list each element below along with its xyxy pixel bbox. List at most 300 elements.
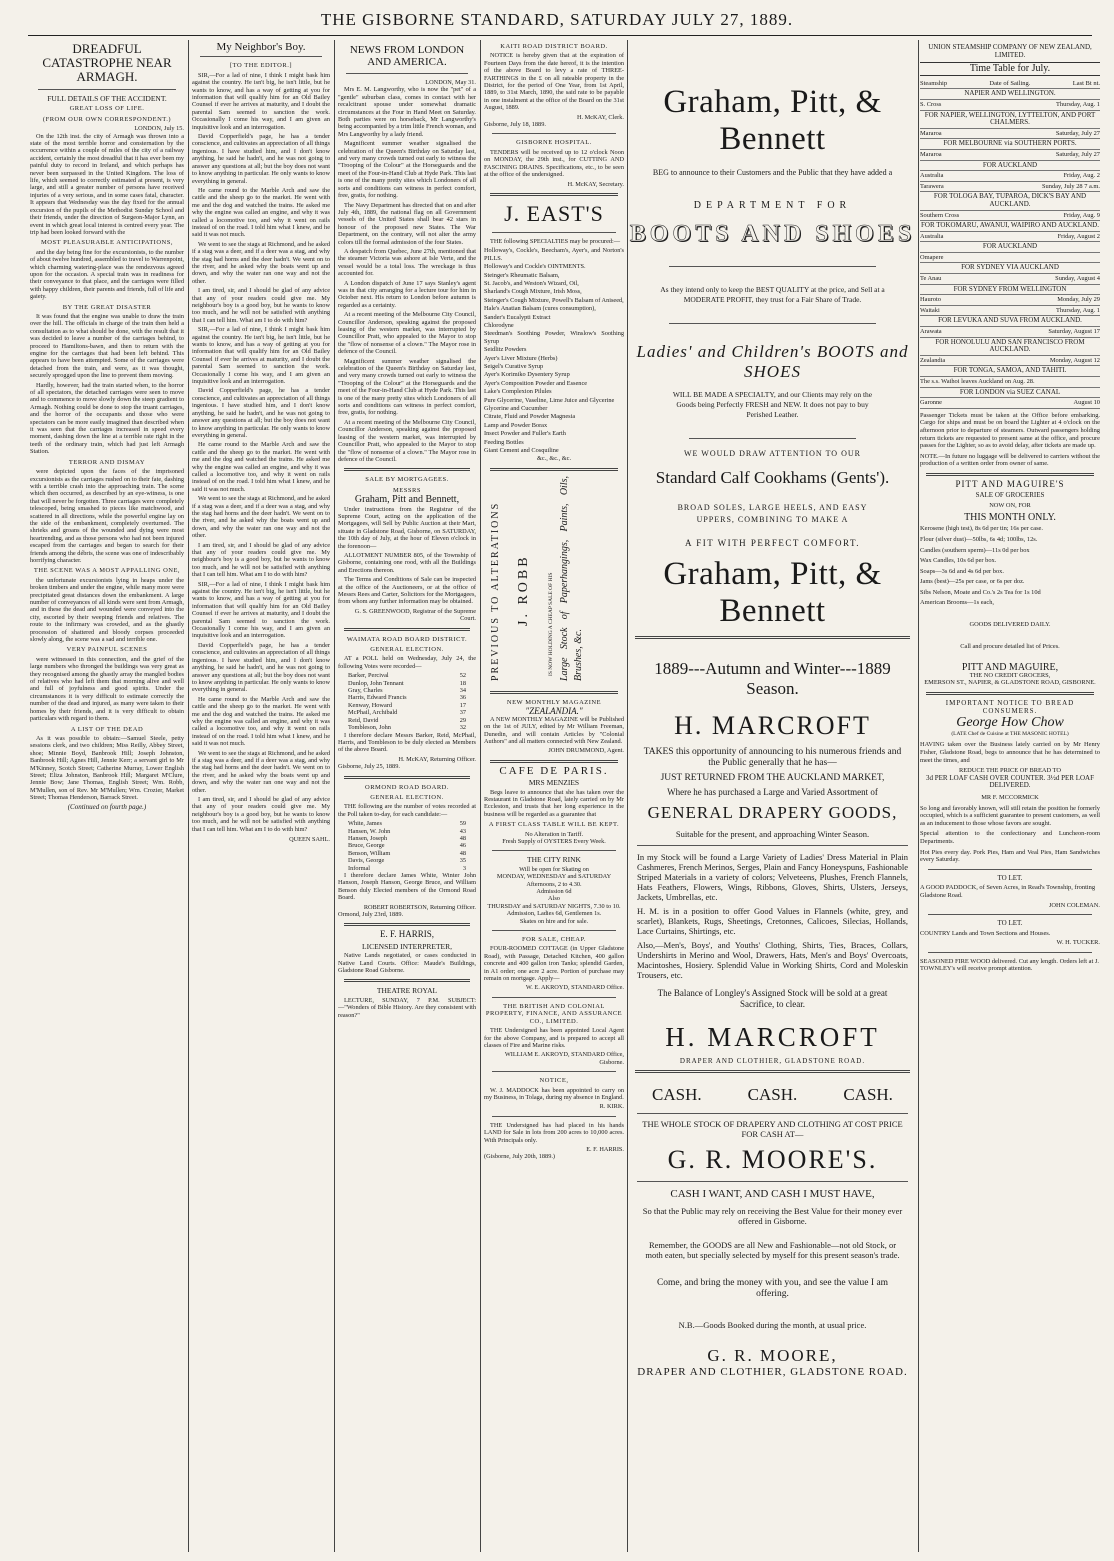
table-row <box>920 356 1100 367</box>
table-row <box>920 182 1100 193</box>
interheading: MOST PLEASURABLE ANTICIPATIONS, <box>41 239 173 247</box>
paragraph: FOUR-ROOMED COTTAGE (in Upper Gladstone Road), with Passage, Detached Kitchen, 400 gallon concrete and 400 gallon iron Tanks; splendid Garden, in A1 order; one acre 2 acre. Portion of purchase may remain on mortgage. Apply— <box>484 945 624 983</box>
moore-name: G. R. MOORE'S. <box>667 1145 878 1174</box>
signature: H. McKAY, Clerk. <box>576 113 624 121</box>
ad-sub: NOW ON, FOR <box>989 502 1031 510</box>
season-title-2: Season. <box>746 679 799 698</box>
paragraph: I therefore declare Messrs Barker, Reid, McPhail, Harris, and Tombleson to be duly elected as Members of the above Board. <box>338 731 476 754</box>
ad-heading: E. F. HARRIS, <box>379 929 435 940</box>
ad-text: DRAPER AND CLOTHIER, GLADSTONE ROAD. <box>679 1057 866 1065</box>
ad-text: Call and procure detailed list of Prices. <box>960 642 1060 650</box>
table-row <box>920 253 1100 264</box>
column-rule <box>627 40 628 1552</box>
divider <box>492 133 616 134</box>
candidate-name: Kenway, Howard <box>348 701 393 709</box>
route-heading: FOR TONGA, SAMOA, AND TAHITI. <box>920 366 1100 377</box>
divider <box>637 845 908 846</box>
paragraph: SEASONED FIRE WOOD delivered. Cut any length. Orders left at J. TOWNLEY's will receive prompt attention. <box>920 957 1099 973</box>
steamship-name: Hauroto <box>920 296 941 304</box>
price-list <box>920 525 1100 607</box>
steamship-name: Garonne <box>920 399 943 407</box>
candidate-name: Barker, Percival <box>348 672 389 680</box>
paragraph: TENDERS will be received up to 12 o'clock Noon on MONDAY, the 29th inst., for CUTTING AND FASCINING DRAINS. Specifications, etc., to be seen at the office of the undersigned. <box>484 148 624 179</box>
ad-heading: THE CITY RINK <box>527 855 581 865</box>
notice-heading: FOR SALE, CHEAP. <box>522 936 586 944</box>
paragraph: NOTICE is hereby given that at the expiration of Fourteen Days from the date hereof, it is the intention of the above Board to levy a rate of THREE-FARTHINGS in the £ on all rateable property in the District, for the period of One Year, from 1st April, 1889, to 31st March, 1890, the said rate to be payable in one instalment at the office of the Board on the 31st August, 1889. <box>484 52 624 112</box>
column-rule <box>188 40 189 1552</box>
vote-count: 59 <box>459 820 466 828</box>
divider <box>344 776 470 779</box>
cafe-table: A FIRST CLASS TABLE WILL BE KEPT. <box>488 821 620 829</box>
cash-row <box>629 1085 916 1105</box>
list-item: Sharland's Cough Mixture, Irish Moss, <box>484 288 582 296</box>
ad-heading: THIS MONTH ONLY. <box>964 511 1056 523</box>
list-item: Chlorodyne <box>484 321 514 329</box>
ad-heading: THEATRE ROYAL <box>376 986 438 996</box>
paragraph: were depicted upon the faces of the imprisoned excursionists as the carriages rushed on to their fate, dashing with a terrible crash into the approaching train. The scene which then occurred, as described by an eye-witness, is one that will never be forgotten. Three carriages were completely telescoped, being smashed to pieces like matchwood, and scattered in all directions, while the powerful engine lay on the side of the embankment, completely overturned. The shrieks and groans of the wounded and dying were most heartrending, and as those persons who had not been injured escaped from the carriages and began to search for their friends among the débris, the scene was one of indescribably horrifying character. <box>30 468 184 564</box>
ad-text: THE NO CREDIT GROCERS, <box>969 671 1051 679</box>
vote-count: 34 <box>459 687 466 695</box>
steamship-name: The s.s. Waihoi leaves Auckland on Aug. 28. <box>920 378 1035 385</box>
rink-admission: Admission 6d <box>536 888 572 895</box>
ad-sub: SALE OF GROCERIES <box>975 490 1045 499</box>
article-title: NEWS FROM LONDON AND AMERICA. <box>349 44 465 68</box>
paragraph: As it was possible to obtain:—Samuel Steele, petty sessions clerk, and two children; Miss Reilly, Abbey Street, shoe; Minnie Boyd, Banbrook Hill; Joseph Johnston, Banbrook Hill; Agnes Hill, Jennie Kerr; a servant girl to Mr M'Kinney, Scotch Street; Catherine Murray, Lower English Street; Eliza Johnston, Banbrook Hill; Margaret M'Clure, Jennie Bow; Jane Thomas, English Street; Wm. Robb, M'Mullen, son of Rev. Mr M'Mullen; Wm. Crozier, Market Street; Thomas Henderson, Barrack Street. <box>30 734 184 802</box>
paragraph: SIR,—For a lad of nine, I think I might bask him against the country. He isn't big, he isn't little, but he wants to know, and has a way of getting at you for information that will qualify him for an Old Bailey Counsel if ever he arrives at maturity, and I doubt the parental Sam seemed to sanction the work. Occasionally I come his way, and I am given an inquisitive look and an interrogation. <box>192 71 330 131</box>
season-title: 1889---Autumn and Winter---1889 <box>654 659 891 678</box>
route-heading: FOR AUCKLAND <box>920 161 1100 172</box>
paragraph: The Terms and Conditions of Sale can be inspected at the office of the Auctioneers, or at the office of Messrs Rees and Carter, Solicitors for the Mortgagees, from whom any further information may be obtained. <box>338 576 476 606</box>
ad-text: GOODS DELIVERED DAILY. <box>969 621 1051 629</box>
article-title: DREADFUL CATASTROPHE NEAR ARMAGH. <box>42 41 172 84</box>
signature: JOHN COLEMAN. <box>1048 901 1100 909</box>
paragraph: were witnessed in this connection, and the grief of the large numbers who thronged the buildings was very great as they recognised among the ghastly array the mangled bodies of relatives who had left them that morning alive and well and full of joyfulness and good spirits. Under the circumstances it is very difficult to estimate correctly the number of the dead and injured, as many were taken to their homes by their friends, and it is very difficult to obtain particulars with regard to them. <box>30 655 184 723</box>
specialty-list <box>484 247 624 454</box>
vote-row <box>348 680 466 687</box>
column-rule <box>480 40 481 1552</box>
paragraph: THE following SPECIALTIES may be procured:— <box>490 237 621 245</box>
column-rule <box>918 40 919 1552</box>
vote-count: 35 <box>459 857 466 865</box>
divider <box>492 1071 616 1072</box>
paragraph: David Copperfield's page, he has a tender conscience, and cultivates an appreciation of all things ingenious. I have studied him, and I don't know anything, he said he hadn't, and he was not going to answer any questions at all; but the boy does not want to know anything in particular. He only wants to know everything in general. <box>192 641 330 694</box>
steamship-name: Omapere <box>920 253 944 261</box>
signature: E. F. HARRIS. <box>586 1145 624 1153</box>
vote-count: 46 <box>459 842 466 850</box>
divider <box>669 323 876 324</box>
table-row <box>920 398 1100 409</box>
price-item: Soaps—3s 6d and 4s 6d per box. <box>920 567 1004 575</box>
route-heading: FOR HONOLULU AND SAN FRANCISCO FROM AUCKLAND. <box>920 338 1100 356</box>
ad-text: 3d PER LOAF CASH OVER COUNTER. 3½d PER LOAF DELIVERED. <box>925 773 1095 790</box>
divider <box>492 1116 616 1117</box>
route-heading: FOR LEVUKA AND SUVA FROM AUCKLAND. <box>920 316 1100 327</box>
candidate-name: McPhail, Archibald <box>348 709 398 717</box>
divider <box>492 850 616 851</box>
route-heading: FOR TOLOGA BAY, TUPAROA, DICK'S BAY AND AUCKLAND. <box>920 192 1100 210</box>
signature: W. H. TUCKER. <box>1056 939 1100 947</box>
interheading: TERROR AND DISMAY <box>68 458 146 466</box>
paragraph: So long and favorably known, will still retain the position he formerly occupied, which is a sufficient guarantee to present customers, as well as an inducement to those whose favors are sought. <box>920 804 1100 827</box>
table-row <box>920 327 1100 338</box>
notice-heading: GISBORNE HOSPITAL. <box>516 139 592 147</box>
vote-list <box>338 820 476 872</box>
vote-row <box>348 709 466 716</box>
list-item: Steedman's Soothing Powder, Winslow's Soothing Syrup <box>484 330 624 345</box>
paragraph: NOTE.—In future no luggage will be delivered to carriers without the production of a written order from owner of same. <box>920 452 1100 468</box>
department-label: DEPARTMENT FOR <box>693 200 852 211</box>
signature: H. McKAY, Secretary. <box>567 180 624 188</box>
ad-text: So that the Public may rely on receiving the Best Value for their money ever offered in Gisborne. <box>642 1206 903 1226</box>
column-notices <box>484 40 624 1550</box>
divider <box>344 923 470 926</box>
vote-row <box>348 717 466 724</box>
vote-count: 43 <box>459 827 466 835</box>
notice-heading: TO LET. <box>997 919 1023 928</box>
signature: WILLIAM E. AKROYD, STANDARD Office, Gisborne. <box>504 1051 624 1066</box>
vote-count: 3 <box>462 864 466 872</box>
paragraph: Hot Pies every day. Pork Pies, Ham and Veal Pies, Ham Sandwiches every Saturday. <box>920 848 1100 864</box>
price-item: Wax Candles, 10s 6d per box. <box>920 557 997 565</box>
paragraph: The Navy Department has directed that on and after July 4th, 1889, the national flag on all Government vessels of the United States shall bear 42 stars in honour of the proposed new States. The War Department, on the contrary, will not alter the army colors till the formal admission of the four States. <box>338 201 476 246</box>
paragraph: At a recent meeting of the Melbourne City Council, Councillor Anderson, speaking against the proposed leasing of the western market, was interrupted by Councillor Pratt, who appealed to the Mayor to stop the "flow of nonsense of a clown." The Mayor rose in defence of the Council. <box>338 311 476 356</box>
vote-count: 37 <box>459 709 466 717</box>
divider <box>637 1113 908 1114</box>
sailing-date: Thursday, Aug. 1 <box>1056 306 1100 314</box>
notice-sub: GENERAL ELECTION. <box>370 646 444 654</box>
paragraph: He came round to the Marble Arch and saw the cattle and the sheep go to the market. He went with me and the dog and watched the trains. He asked me why the engine was called an engine, and why it was called a locomotive too, and why it went on rails instead of on the road. I told him what I knew, and he said it was not much. <box>192 441 330 493</box>
marcroft-name: H. MARCROFT <box>665 1022 880 1052</box>
list-item: Insect Powder and Fuller's Earth <box>484 430 566 438</box>
robb-line-4: Large Stock of Paperhangings, Paints, Oils, Brushes, &c. <box>559 475 584 681</box>
paragraph: LECTURE, SUNDAY, 7 P.M. SUBJECT:—"Wonders of Bible History. Are they consistent with reason?" <box>338 996 476 1019</box>
signature: W. E. AKROYD, STANDARD Office. <box>525 984 624 992</box>
ad-sub: MRS MENZIES <box>528 778 580 788</box>
ad-text: Where he has purchased a Large and Varied Assortment of <box>667 787 878 797</box>
divider <box>490 691 618 694</box>
signature: JOHN DRUMMOND, Agent. <box>548 747 624 755</box>
column-rule <box>334 40 335 1552</box>
candidate-name: Gray, Charles <box>348 687 383 695</box>
divider <box>926 473 1094 476</box>
magazine-title: "ZEALANDIA." <box>525 706 583 717</box>
vote-row <box>348 850 466 857</box>
table-row <box>920 377 1100 388</box>
rink-text: Will be open for Skating on <box>519 865 589 873</box>
table-row <box>920 274 1100 285</box>
steamship-name: Tarawera <box>920 182 944 190</box>
candidate-name: Benson, William <box>348 849 391 857</box>
list-item: Glycerine and Cucumber <box>484 405 548 413</box>
notice-heading: WAIMATA ROAD BOARD DISTRICT. <box>346 635 468 643</box>
paragraph: At a recent meeting of the Melbourne City Council, Councillor Anderson, speaking against the proposed leasing of the western market, was interrupted by Councillor Pratt, who appealed to the Mayor to stop the "flow of nonsense of a clown." The Mayor rose in defence of the Council. <box>338 418 476 463</box>
list-item: Sander's Eucalypti Extract <box>484 313 551 321</box>
steamship-name: Australia <box>920 232 944 240</box>
robb-line-3: IS NOW HOLDING A CHEAP SALE OF HIS <box>548 572 554 676</box>
notice-heading: TO LET. <box>997 873 1023 882</box>
date: Ormond, July 23rd, 1889. <box>338 911 404 919</box>
candidate-name: Dunlop, John Tennant <box>348 679 404 687</box>
paragraph: THE Undersigned has had placed in his hands LAND for Sale in lots from 200 acres to 10,000 acres. With Principals only. <box>484 1121 624 1144</box>
paragraph: W. J. MADDOCK has been appointed to carry on my Business, in Tolaga, during my absence in England. <box>484 1086 624 1101</box>
ad-text: A FIT WITH PERFECT COMFORT. <box>684 538 861 548</box>
paragraph: Hardly, however, had the train started when, to the horror of all spectators, the detached carriages were seen to move and to commence to move slowly down the steep gradient to Armagh. Nothing could be done to stop the truant carriages, and the horror of the occupants and those who were spectators can be more easily imagined than described when it was seen that the carriages increased in speed every moment, dashing down the line at a terrible rate right in the teeth of the ordinary train, which had just left Armagh Station. <box>30 381 184 456</box>
paragraph: It was found that the engine was unable to draw the train over the hill. The officials in charge of the train then held a consultation as to what should be done, with the result that it was decided to leave a number of the carriages behind, to proceed to Hamiltons-bawn, and then to return with the engine for the carriages that had been left behind. This appears to have been attempted. Some of the carriages were detached from the train, and were, as it was thought, securely sprogged upon the line to prevent them moving. <box>30 312 184 380</box>
route-heading: FOR TOKOMARU, AWANUI, WAIPIRO AND AUCKLAND. <box>920 221 1100 232</box>
paragraph: He came round to the Marble Arch and saw the cattle and the sheep go to the market. He went with me and the dog and watched the trains. He asked me why the engine was called an engine, and why it was called a locomotive too, and why it went on rails instead of on the road. I told him what I knew, and he said it was not much. <box>192 695 330 748</box>
dateline: LONDON, July 15. <box>134 125 184 133</box>
byline: [TO THE EDITOR.] <box>230 62 292 70</box>
notice-heading: IMPORTANT NOTICE TO BREAD CONSUMERS. <box>945 699 1075 715</box>
vote-count: 52 <box>459 672 466 680</box>
notice-sub: GENERAL ELECTION. <box>370 793 444 801</box>
candidate-name: Reid, David <box>348 716 379 724</box>
date: Gisborne, July 25, 1889. <box>338 763 400 771</box>
steamship-name: Mararoa <box>920 129 942 137</box>
price-item: Jams (best)—25s per case, or 6s per doz. <box>920 578 1025 586</box>
vote-count: 17 <box>459 701 466 709</box>
signature: G. S. GREENWOOD, Registrar of the Supreme Court. <box>354 607 476 623</box>
rink-days: MONDAY, WEDNESDAY and SATURDAY Afternoons, 2 to 4.30. <box>496 873 612 888</box>
ad-text: WE WOULD DRAW ATTENTION TO OUR <box>684 449 861 458</box>
column-display-ads <box>629 40 916 1550</box>
moore-name: G. R. MOORE, <box>707 1346 838 1365</box>
paragraph: Native Lands negotiated, or cases conducted in Native Land Courts. Office: Maude's Buildings, Gladstone Road Gisborne. <box>338 952 476 975</box>
candidate-name: Hansen, Joseph <box>348 834 388 842</box>
divider <box>344 979 470 982</box>
ad-text: THE WHOLE STOCK OF DRAPERY AND CLOTHING AT COST PRICE FOR CASH AT— <box>642 1119 903 1139</box>
steamship-name: Australia <box>920 172 944 180</box>
divider <box>200 56 322 57</box>
divider <box>928 952 1092 953</box>
ladies-banner: Ladies' and Children's BOOTS and SHOES <box>636 342 909 381</box>
sailing-date: Sunday, August 4 <box>1055 275 1100 283</box>
sailing-date: Friday, Aug. 9 <box>1063 211 1100 219</box>
vote-count: 29 <box>459 716 466 724</box>
paragraph: THE following are the number of votes recorded at the Poll taken to-day, for each candidate:— <box>338 803 476 818</box>
sailing-date: Saturday, July 27 <box>1055 129 1100 137</box>
signature: H. McKAY, Returning Officer. <box>398 755 476 763</box>
vote-row <box>348 865 466 872</box>
article-title: My Neighbor's Boy. <box>216 41 306 53</box>
list-item: Ayer's Liver Mixture (Herbs) <box>484 354 558 362</box>
shipping-table <box>920 89 1100 408</box>
paragraph: I am tired, sir, and I should be glad of any advice that any of your readers could give me. My neighbour's boy is a good boy, but he wants to know too much, and he will not be satisfied with anything that I can tell him. What am I to do with him? <box>192 796 330 833</box>
steamship-name: Zealandia <box>920 356 946 364</box>
paragraph: A despatch from Quebec, June 27th, mentioned that the steamer Victoria was ashore at Isle Verte, and the vessel would be a total loss. The wreckage is thus accounted for. <box>338 247 476 278</box>
paragraph: and the day being fine for the excursionists, to the number of about twelve hundred, assembled to travel to Warrenpoint, which charming watering-place was the rendezvous agreed upon for the occasion. A special train was in readiness for their conveyance to that place, and the carriages were filled with happy children, their parents and friends, full of life and gaiety. <box>30 248 184 301</box>
ad-text: WILL BE MADE A SPECIALTY, and our Clients may rely on the Goods being Perfectly FRESH and NEW. It does not pay to buy Perished Leather. <box>672 390 873 419</box>
list-item: Hale's Anatian Balsam (cures consumption), <box>484 305 596 313</box>
ad-text: CASH I WANT, AND CASH I MUST HAVE, <box>670 1188 875 1200</box>
candidate-name: Davis, George <box>348 857 385 865</box>
divider <box>689 438 856 439</box>
table-header <box>920 79 1100 90</box>
candidate-name: Informal <box>348 864 371 872</box>
company-name: UNION STEAMSHIP COMPANY OF NEW ZEALAND, LIMITED. <box>928 43 1092 59</box>
divider <box>635 636 910 639</box>
divider <box>346 73 468 74</box>
sailing-date: Saturday, July 27 <box>1055 150 1100 158</box>
divider <box>669 266 876 267</box>
divider <box>490 760 618 763</box>
ad-heading: PITT AND MAGUIRE'S <box>955 478 1065 489</box>
vote-row <box>348 724 466 731</box>
ad-text: Remember, the GOODS are all New and Fashionable—not old Stock, or moth eaten, but specially selected by myself for this present season's trade. <box>645 1240 900 1260</box>
rink-also: Also <box>548 895 560 903</box>
ad-text: TAKES this opportunity of announcing to his numerous friends and the Public generally that he has— <box>643 747 902 768</box>
sailing-date: Thursday, Aug. 1 <box>1056 100 1100 108</box>
chow-name: George How Chow <box>956 715 1064 731</box>
list-item: Giant Cement and Cosquiline <box>484 447 559 455</box>
notice-heading: ORMOND ROAD BOARD. <box>365 783 449 791</box>
list-item: Steinger's Cough Mixture, Powell's Balsam of Aniseed, <box>484 296 624 304</box>
table-row <box>920 295 1100 306</box>
ad-sub: (LATE Chef de Cuisine at THE MASONIC HOTEL) <box>951 730 1069 737</box>
ad-sub: MR F. MCCORMICK <box>981 793 1039 801</box>
table-row <box>920 150 1100 161</box>
sale-heading: SALE BY MORTGAGEES. <box>365 476 449 484</box>
sailing-date: Monday, August 12 <box>1049 356 1100 364</box>
table-row <box>920 232 1100 243</box>
signature: ROBERT ROBERTSON, Returning Officer. <box>363 903 476 911</box>
paragraph: A London dispatch of June 17 says Stanley's agent was in that city arranging for a lecture tour for him in October next. His return to London before autumn is regarded as a certainty. <box>338 279 476 309</box>
divider <box>490 468 618 471</box>
divider <box>490 193 618 196</box>
price-item: Flour (silver dust)—50lbs, 6s 4d; 100lbs, 12s. <box>920 535 1038 543</box>
route-heading: FOR NAPIER, WELLINGTON, LYTTELTON, AND PORT CHALMERS. <box>920 111 1100 129</box>
sale-sub: MESSRS <box>393 486 421 494</box>
list-item: Seidlitz Powders <box>484 346 527 354</box>
interheading: VERY PAINFUL SCENES <box>66 646 148 654</box>
sailing-date: Saturday, August 17 <box>1048 328 1100 336</box>
paragraph: On the 12th inst. the city of Armagh was thrown into a state of the most terrible horror and consternation by the occurrence within a couple of miles of the city of a railway accident, certainly the most dreadful that it has ever been my painful duty to record in Ireland, and which perhaps has never been surpassed in the United Kingdom. The loss of life, which seemed to correctly estimated at present, is very large, and still a greater number of persons have received injuries of a very serious, and in some cases fatal, character. It appears that Wednesday was the day fixed for the annual excursion of the pupils of the Methodist Sunday School and their friends, under the direction of Surgeon-Major Lynn, an event in which great local interest is centred every year. The trip had been looked forward with the <box>30 132 184 236</box>
ad-heading: CAFE DE PARIS. <box>499 764 609 777</box>
article-subtitle: FULL DETAILS OF THE ACCIDENT. <box>47 94 167 103</box>
notice-heading: NOTICE, <box>539 1077 569 1085</box>
ad-text: As they intend only to keep the BEST QUALITY at the price, and Sell at a MODERATE PROFIT, they trust for a Fair Share of Trade. <box>660 285 885 304</box>
paragraph: Special attention to the confectionary and Luncheon-room Departments. <box>920 830 1100 845</box>
column-news <box>338 40 476 1550</box>
vote-row <box>348 694 466 701</box>
table-row <box>920 171 1100 182</box>
sale-firm: Graham, Pitt and Bennett, <box>354 494 460 506</box>
ad-text: BROAD SOLES, LARGE HEELS, AND EASY UPPERS, COMBINING TO MAKE A <box>677 503 868 524</box>
route-heading: FOR SYDNEY FROM WELLINGTON <box>920 285 1100 296</box>
interheading: BY THE GREAT DISASTER <box>62 303 152 311</box>
candidate-name: Bruce, George <box>348 842 385 850</box>
ad-intro: BEG to announce to their Customers and the Public that they have added a <box>652 168 893 177</box>
robb-ad <box>484 476 624 686</box>
dateline: LONDON, May 31. <box>425 79 476 86</box>
paragraph: COUNTRY Lands and Town Sections and Houses. <box>920 929 1051 937</box>
candidate-name: Tombleson, John <box>348 724 391 732</box>
notice-heading: THE BRITISH AND COLONIAL PROPERTY, FINANCE, AND ASSURANCE CO., LIMITED. <box>485 1002 623 1025</box>
steamship-name: Te Anau <box>920 275 942 283</box>
vote-count: 48 <box>459 834 466 842</box>
col-header: Steamship <box>920 79 948 87</box>
paragraph: I am tired, sir, and I should be glad of any advice that any of your readers could give me. My neighbour's boy is a good boy, but he wants to know too much, and he will not be satisfied with anything that I can tell him. What am I to do with him? <box>192 541 330 579</box>
general-drapery: GENERAL DRAPERY GOODS, <box>647 803 898 822</box>
paragraph: He came round to the Marble Arch and saw the cattle and the sheep go to the market. He went with me and the dog and watched the trains. He asked me why the engine was called an engine, and why it was called a locomotive too, and why it went on rails instead of on the road. I told him what I knew, and he said it was not much. <box>192 186 330 239</box>
interheading: THE SCENE WAS A MOST APPALLING ONE, <box>33 567 181 575</box>
table-row <box>920 129 1100 140</box>
list-item: Lamp and Powder Borax <box>484 421 548 429</box>
paragraph: ALLOTMENT NUMBER 805, of the Township of Gisborne, containing one rood, with all the Buildings and Erections thereon. <box>338 551 476 574</box>
vote-row <box>348 702 466 709</box>
paragraph: AT a POLL held on Wednesday, July 24, the following Votes were recorded— <box>338 655 476 670</box>
calf-banner: Standard Calf Cookhams (Gents'). <box>655 468 890 487</box>
rink-skates: Skates on hire and for sale. <box>519 917 589 925</box>
price-item: Kerosene (high test), 8s 6d per tin; 16s per case. <box>920 525 1043 533</box>
steamship-name: Arawata <box>920 328 942 336</box>
price-item: Sibs Nelson, Moate and Co.'s 2s Tea for 1s 10d <box>920 588 1041 596</box>
cash-word: CASH. <box>652 1085 702 1104</box>
sailing-date: August 10 <box>1073 399 1100 407</box>
list-item: Seigel's Curative Syrup <box>484 363 544 370</box>
paragraph: Magnificent summer weather signalised the celebration of the Queen's Birthday on Saturday last, and very many crowds turned out early to witness the "Trooping of the Colour" at the Horseguards and the meet of the Four-in-Hand Club at Hyde Park. This last is one of the many pretty sites which Londoners of all sorts and conditions can witness in perfect comfort, free, gratis, for nothing. <box>338 357 476 417</box>
masthead: THE GISBORNE STANDARD, SATURDAY JULY 27, 1889. <box>320 10 794 29</box>
ad-text: Suitable for the present, and approaching Winter Season. <box>675 829 870 839</box>
divider <box>928 869 1092 870</box>
paragraph: A GOOD PADDOCK, of Seven Acres, in Read's Township, fronting Gladstone Road. <box>920 884 1096 899</box>
ad-sub: LICENSED INTERPRETER, <box>362 941 452 951</box>
continued-note: (Continued on fourth page.) <box>67 802 147 811</box>
divider <box>344 468 470 471</box>
sailing-date: Friday, Aug. 2 <box>1063 172 1100 180</box>
paragraph: We went to see the stags at Richmond, and he asked if a stag was a deer, and if a deer was a stag, and why the stag had horns and the deer hadn't. We went on to the river, and he asked why the boats went up and down, and why the water ran one way and not the other. <box>192 495 330 540</box>
list-item: Feeding Bottles <box>484 438 524 446</box>
divider <box>635 1070 910 1073</box>
paragraph: Under instructions from the Registrar of the Supreme Court, acting on the application of the Mortgagees, will Sell by Public Auction at their Mart, situate in Gladstone Road, Gisborne, on SATURDAY, the 10th day of July, at the hour of Eleven o'clock in the forenoon— <box>338 505 476 550</box>
vote-row <box>348 842 466 849</box>
divider <box>926 692 1094 695</box>
table-row <box>920 211 1100 222</box>
cash-word: CASH. <box>747 1085 798 1104</box>
ad-text: EMERSON ST., NAPIER, & GLADSTONE ROAD, GISBORNE. <box>924 679 1096 687</box>
ad-text: Come, and bring the money with you, and see the value I am offering. <box>656 1278 889 1299</box>
ad-text: N.B.—Goods Booked during the month, at usual price. <box>678 1320 867 1330</box>
robb-name: J. ROBB <box>516 554 531 626</box>
vote-row <box>348 828 466 835</box>
paragraph: David Copperfield's page, he has a tender conscience, and cultivates an appreciation of all things ingenious. I have studied him, and I don't know anything, he said he hadn't, and he was not going to answer any questions at all; but the boy does not want to know anything in particular. He only wants to know everything in general. <box>192 133 330 185</box>
divider <box>492 930 616 931</box>
ad-heading: J. EAST'S <box>504 200 604 226</box>
ad-text: The Balance of Longley's Assigned Stock will be sold at a great Sacrifice, to clear. <box>657 988 888 1009</box>
signature: R. KIRK. <box>599 1103 624 1111</box>
paragraph: David Copperfield's page, he has a tender conscience, and cultivates an appreciation of all things ingenious. I have studied him, and I don't know anything, he said he hadn't, and he was not going to answer any questions at all; but the boy does not want to know anything in particular. He only wants to know everything in general. <box>192 387 330 439</box>
vote-count: 32 <box>459 724 466 732</box>
paragraph: A NEW MONTHLY MAGAZINE will be Published on the 1st of JULY, edited by Mr William Freeman, Dunedin, and will contain Articles by "Colonial Authors" and all matters connected with New Zealand. <box>484 715 624 745</box>
list-item: Citrate, Fluid and Powder Magnesia <box>484 413 576 421</box>
article-subtitle-2: GREAT LOSS OF LIFE. <box>69 105 145 113</box>
price-item: American Brooms—1s each, <box>920 599 995 607</box>
list-item: Pure Glycerine, Vaseline, Lime Juice and Glycerine <box>484 396 615 404</box>
firm-name: Graham, Pitt, & Bennett <box>663 556 882 629</box>
table-row <box>920 306 1100 317</box>
column-shipping <box>920 40 1100 1550</box>
route-heading: NAPIER AND WELLINGTON. <box>920 89 1100 100</box>
marcroft-name: H. MARCROFT <box>674 711 871 740</box>
sailing-date: Monday, July 29 <box>1057 296 1100 304</box>
cafe-tariff: No Alteration in Tariff. <box>524 830 584 838</box>
notice-heading: NEW MONTHLY MAGAZINE <box>506 698 602 706</box>
paragraph: THE Undersigned has been appointed Local Agent for the above Company, and is prepared to accept all classes of Fire and Marine risks. <box>484 1027 624 1049</box>
robb-line-1: PREVIOUS TO ALTERATIONS <box>490 501 501 681</box>
column-armagh <box>30 40 184 1550</box>
divider <box>344 628 470 631</box>
candidate-name: Harris, Edward Francis <box>348 694 407 702</box>
